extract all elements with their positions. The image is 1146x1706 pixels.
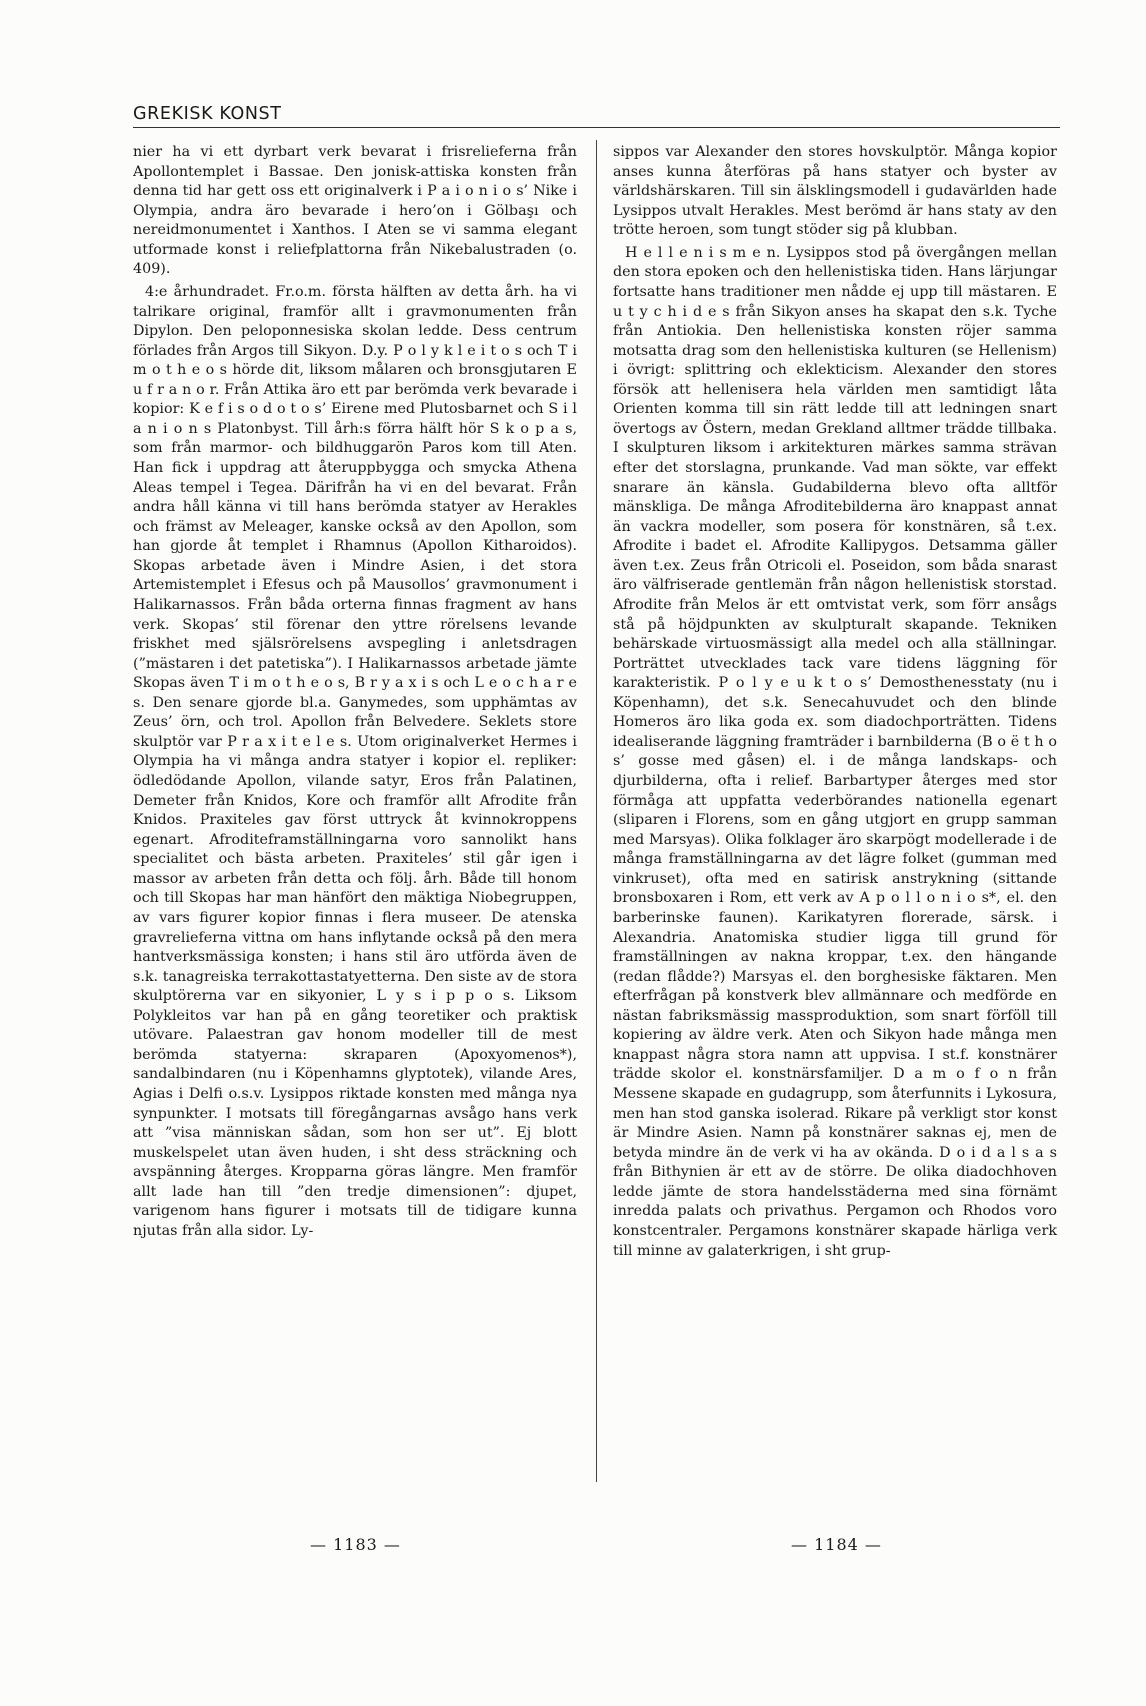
left-column (133, 143, 577, 1242)
right-column (613, 143, 1057, 1261)
paragraph: sippos var Alexander den stores hovskulptör. Många kopior anses kunna återföras på hans statyer och byster av världshärskaren. Till sin älsklingsmodell i gudavärlden hade Lysippos utvalt Herakles. Mest berömd är hans staty av den trötte heroen, som tungt stöder sig på klubban. (613, 144, 1057, 239)
page-number-right: — 1184 — (791, 1535, 882, 1554)
paragraph: nier ha vi ett dyrbart verk bevarat i frisrelieferna från Apollontemplet i Bassae. Den jonisk-attiska konsten från denna tid har gett oss ett originalverk i P a i o n i o s’ Nike i Olympia, andra äro bevarade i hero’on i Gölbaşı och nereidmonumentet i Xanthos. I Aten se vi samma elegant utformade konst i reliefplattorna från Nikebalustraden (o. 409). (133, 144, 577, 278)
paragraph: 4:e århundradet. Fr.o.m. första hälften av detta årh. ha vi talrikare original, framför allt i gravmonumenten från Dipylon. Den peloponnesiska skolan ledde. Dess centrum förlades från Argos till Sikyon. D.y. P o l y k l e i t o s och T i m o t h e o s hörde dit, liksom målaren och bronsgjutaren E u f r a n o r. Från Attika äro ett par berömda verk bevarade i kopior: K e f i s o d o t o s’ Eirene med Plutosbarnet och S i l a n i o n s Platonbyst. Till årh:s förra hälft hör S k o p a s, som från marmor- och bildhuggarön Paros kom till Aten. Han fick i uppdrag att återuppbygga och smycka Athena Aleas tempel i Tegea. Därifrån ha vi en del bevarat. Från andra håll känna vi till hans berömda statyer av Herakles och främst av Meleager, kanske också av den Apollon, som han gjorde åt templet i Rhamnus (Apollon Kitharoidos). Skopas arbetade även i Mindre Asien, i det stora Artemistemplet i Efesus och på Mausollos’ gravmonument i Halikarnassos. Från båda orterna finnas fragment av hans verk. Skopas’ stil förenar den yttre rörelsens levande friskhet med själsrörelsens avspegling i anletsdragen (”mästaren i det patetiska”). I Halikarnassos arbetade jämte Skopas även T i m o t h e o s, B r y a x i s och L e o c h a r e s. Den senare gjorde bl.a. Ganymedes, som upphämtas av Zeus’ örn, och trol. Apollon från Belvedere. Seklets store skulptör var P r a x i t e l e s. Utom originalverket Hermes i Olympia ha vi många andra statyer i kopior el. repliker: ödledödande Apollon, vilande satyr, Eros från Palatinen, Demeter från Knidos, Kore och framför allt Afrodite från Knidos. Praxiteles gav först uttryck åt kvinnokroppens egenart. Afroditeframställningarna voro sannolikt hans specialitet och bästa arbeten. Praxiteles’ stil går igen i massor av arbeten från detta och följ. årh. Både till honom och till Skopas har man hänfört den mäktiga Niobegruppen, av vars figurer kopior finnas i flera museer. De atenska gravrelieferna vittna om hans inflytande också på den mera hantverksmässiga konsten; i hans stil äro utförda även de s.k. tanagreiska terrakottastatyetterna. Den siste av de stora skulptörerna var en sikyonier, L y s i p p o s. Liksom Polykleitos var han på en gång teoretiker och praktisk utövare. Palaestran gav honom modeller till de mest berömda statyerna: skraparen (Apoxyomenos*), sandalbindaren (nu i Köpenhamns glyptotek), vilande Ares, Agias i Delfi o.s.v. Lysippos riktade konsten med många nya synpunkter. I motsats till föregångarnas avsågo hans verk att ”visa människan sådan, som hon ser ut”. Ej blott muskelspelet utan även huden, i sht dess sträckning och avspänning återges. Kropparna göras längre. Men framför allt lade han till ”den tredje dimensionen”: djupet, varigenom hans figurer i motsats till de tidigare kunna njutas från alla sidor. Ly- (133, 283, 577, 1239)
page-title: GREKISK KONST (133, 104, 282, 124)
page-number-left: — 1183 — (310, 1535, 401, 1554)
column-divider (596, 140, 597, 1482)
paragraph: H e l l e n i s m e n. Lysippos stod på övergången mellan den stora epoken och den hellenistiska tiden. Hans lärjungar fortsatte hans traditioner men nådde ej upp till mästaren. E u t y c h i d e s från Sikyon anses ha skapat den s.k. Tyche från Antiokia. Den hellenistiska konsten röjer samma motsatta drag som den hellenistiska kulturen (se Hellenism) i övrigt: splittring och eklekticism. Alexander den stores försök att hellenisera hela världen men samtidigt låta Orienten komma till sin rätt ledde till att ledningen snart övertogs av Östern, medan Grekland alltmer trädde tillbaka. I skulpturen liksom i arkitekturen märkes samma strävan efter det storslagna, prunkande. Vad man sökte, var effekt snarare än känsla. Gudabilderna blevo ofta alltför mänskliga. De många Afroditebilderna äro knappast annat än vackra modeller, som posera för konstnären, så t.ex. Afrodite i badet el. Afrodite Kallipygos. Detsamma gäller även t.ex. Zeus från Otricoli el. Poseidon, som båda snarast äro välfriserade gentlemän från någon hellenistisk storstad. Afrodite från Melos är ett omtvistat verk, som förr ansågs stå på höjdpunkten av skulpturalt skapande. Tekniken behärskade virtuosmässigt alla medel och alla ställningar. Porträttet utvecklades tack vare tidens läggning för karakteristik. P o l y e u k t o s’ Demosthenesstaty (nu i Köpenhamn), det s.k. Senecahuvudet och den blinde Homeros äro lika goda ex. som diadochporträtten. Tidens idealiserande läggning framträder i barnbilderna (B o ë t h o s’ gosse med gåsen) el. i de många landskaps- och djurbilderna, ofta i relief. Barbartyper återges med stor förmåga att uppfatta vederbörandes nationella egenart (sliparen i Florens, som en gång utgjort en grupp samman med Marsyas). Olika folklager äro skarpögt modellerade i de många framställningarna av det lägre folket (gumman med vinkruset), ofta med en satirisk anstrykning (sittande bronsboxaren i Rom, ett verk av A p o l l o n i o s*, el. den barberinske faunen). Karikatyren florerade, särsk. i Alexandria. Anatomiska studier ligga till grund för framställningen av nakna kroppar, t.ex. den hängande (redan flådde?) Marsyas el. den borghesiske fäktaren. Men efterfrågan på konstverk blev allmännare och medförde en nästan fabriksmässig massproduktion, som snart förföll till kopiering av äldre verk. Aten och Sikyon hade många men knappast några stora namn att uppvisa. I st.f. konstnärer trädde skolor el. konstnärsfamiljer. D a m o f o n från Messene skapade en gudagrupp, som återfunnits i Lykosura, men han stod ganska isolerad. Rikare på verkligt stor konst är Mindre Asien. Namn på konstnärer saknas ej, men de betyda mindre än de verk vi ha av okända. D o i d a l s a s från Bithynien är ett av de större. De olika diadochhoven ledde jämte de stora handelsstäderna med sina förnämt inredda palats och privathus. Pergamon och Rhodos voro konstcentraler. Pergamons konstnärer skapade härliga verk till minne av galaterkrigen, i sht grup- (613, 244, 1057, 1259)
running-header (133, 104, 1060, 128)
